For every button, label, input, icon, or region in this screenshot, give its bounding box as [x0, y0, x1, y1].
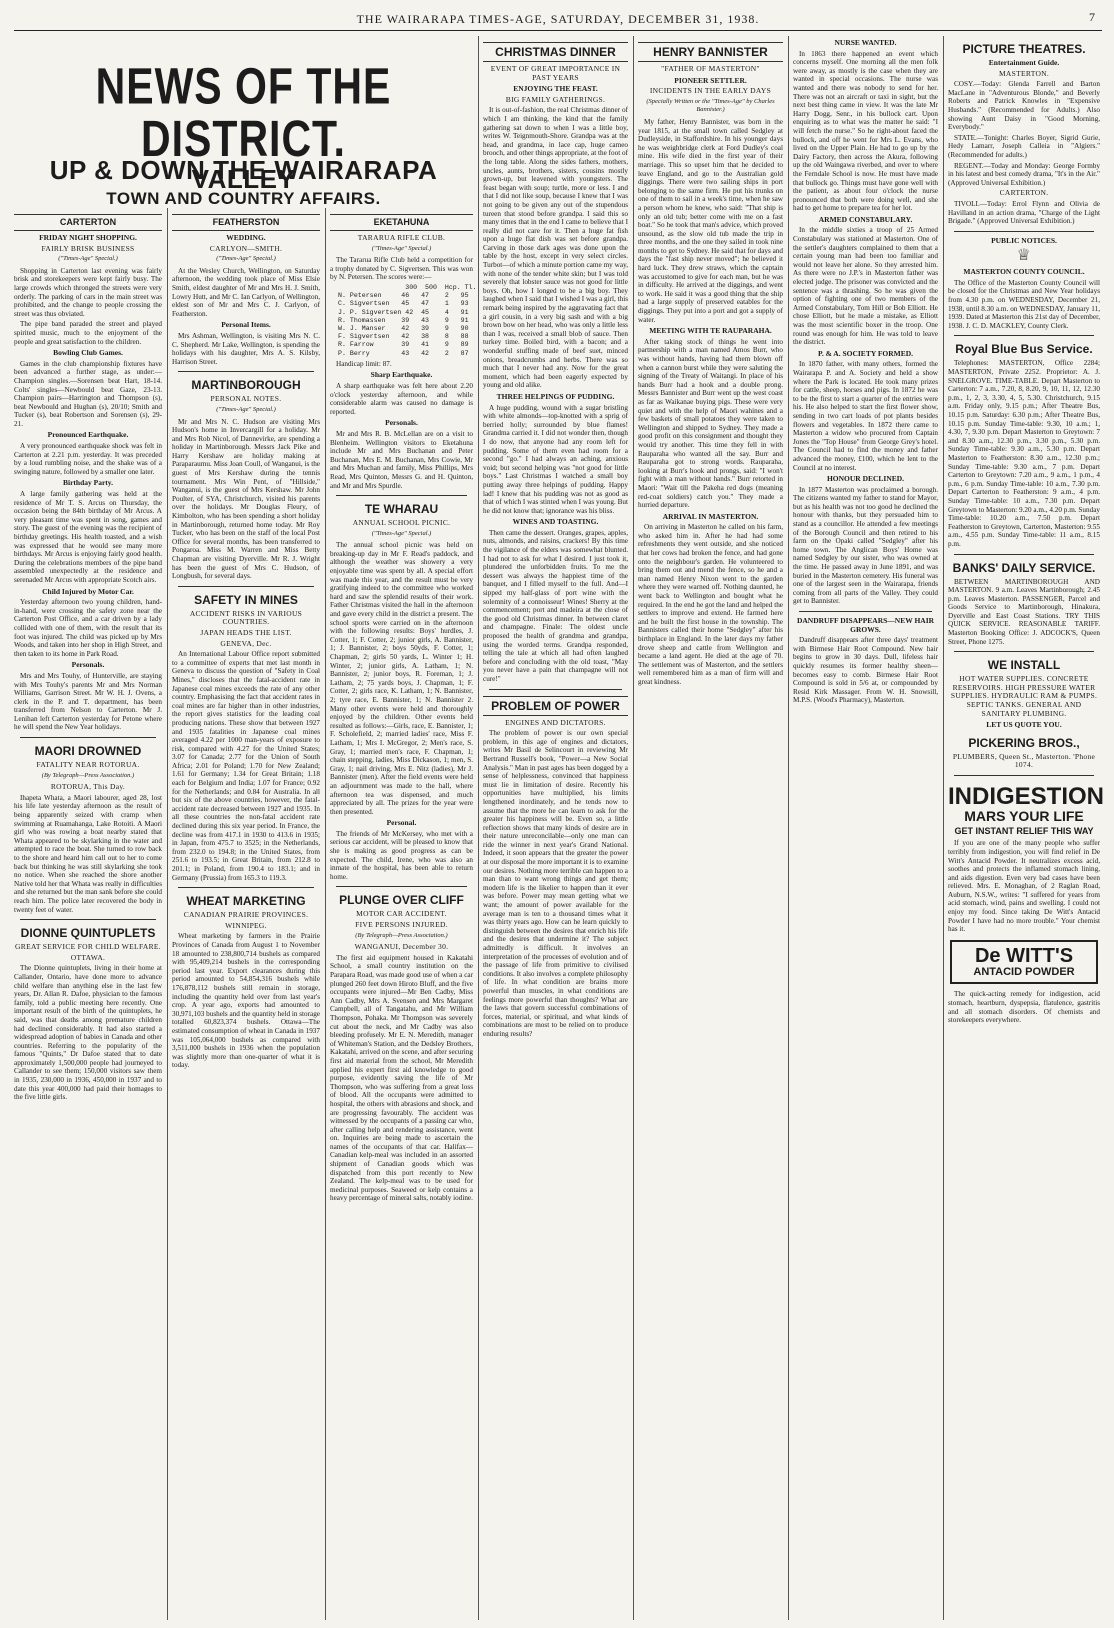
carterton-para-1: Shopping in Carterton last evening was fairly brisk and storekeepers were kept fairly busy. The large crowds which thronged the streets were very orderly. The parking of cars in the main street was prohibited, and the change to people crossing the street was thus obviated.: [14, 266, 162, 318]
martinborough-heading: MARTINBOROUGH: [191, 378, 301, 393]
nurse-body: In 1863 there happened an event which concerns myself. One morning all the men folk were away, as mostly is the case when they are wanted in special occasions. The nurse was wanted and there was nobody to send for her. There was not an aircraft or taxi in sight, but the next best thing came in view. It was the late Mr Harry Dogg, Senr., in his bullock cart. Upon enquiring as to what was the matter he said: "I will fetch the nurse." So he right-about faced the bullock, and off he went for Mrs L. Evans, who lived on the Upper Plain. He had to go up by the Dairy Factory, then across the Akura, following up the old Waingawa riverbed, and over to where the Ferndale School is now. He must have made that bullock go. Things must have gone well with the patient, as about four o'clock the nurse pronounced that both were doing well, and she had to get home to prepare tea for her lot.: [793, 49, 938, 213]
problem-power-body: The problem of power is our own special problem, in this age of engines and dictators, writes Mr Basil de Selincourt in reviewing Mr Bertrand Russell's book, "Power—a New Social Analysis." Man in past ages has been dogged by a sense of helplessness, convinced that happiness must lie in limitation of desire. Recently his opportunities have multiplied, his limits lengthened inordinately, and he tends now to assume that the more he can learn to ask for the greater his happiness will be. Even so, a little reflection shows that many kinds of desire are in their nature unreconcilable—only one man can ride the winner in next year's Grand National. Indeed, it soon appears that the greater the power at our disposal the more important it is to examine our desires. Nothing more terrible can happen to a man than to want wrong things and get them; modern life is the likelier to happen than it ever was before. Power may mean getting what we want; the amount of power available for the average man is ten to a thousand times what it was thirty years ago. How can he learn quickly to distinguish between the desires that enrich his life and the desires that undermine it? The subject admittedly is difficult. It involves an interpretation of the processes of evolution and of the passage of life from primitive to civilised conditions. It also involves a complete philosophy of life. In what condition are brains more powerful than muscles, in what conditions are feelings more powerful than thoughts? What are the laws that govern successful combinations of forces, material, or spiritual, and what kinds of combinations are most to be relied on to produce enduring results?: [483, 729, 628, 1038]
maori-drowned-subheading: FATALITY NEAR ROTORUA.: [36, 760, 140, 770]
te-wharau-heading: TE WHARAU: [364, 502, 439, 517]
divider: [20, 919, 156, 920]
column-rule: [943, 36, 944, 1620]
pictures-heading: PICTURE THEATRES.: [962, 42, 1086, 56]
columns: [14, 36, 1105, 1620]
safety-mines-heading: SAFETY IN MINES: [194, 592, 298, 607]
plunge-body: The first aid equipment housed in Kakatahi School, a small country institution on the Parapara Road, was made good use of when a car plunged 260 feet down Hiroto Bluff, and the five occupants were injured—Mr Ben Cadby, Miss Ann Cadby, Mrs A. Svensen and Mrs Margaret Campbell, all of Tangatahu, and Mr William Thompson, Pohaka. Mr Thompson was severely cut about the neck, and Mr Cadby was also bleeding profusely. Mr E. N. Meredith, manager of Whiteman's Station, and the Dedsley Brothers, Kakatahi, arrived on the scene, and after securing first aid material from the school, Mr Meredith applied his expert first aid knowledge to good purpose, evidently saving the life of Mr Thompson, who was suffering from a great loss of blood. All the occupants were admitted to hospital, the others with abrasions and shock, and are progressing favourably. The accident was witnessed by the occupants of a passing car who, after calling help and rendering assistance, went on. Inquiries are being made to ascertain the names of the occupants of that car. Halifax—Canadian kelp-meal was included in an assorted shipment of Canadian goods which was dispatched from this port recently to New Zealand. The kelp-meal was to be used for medicinal purposes. Seaweed or kelp contains a heavy percentage of mineral salts, notably iodine.: [330, 953, 473, 1203]
indigestion-sub: MARS YOUR LIFE: [964, 808, 1084, 825]
featherston-heading: WEDDING.: [226, 233, 266, 242]
earthquake-para: A very pronounced earthquake shock was felt in Carterton at 2.21 p.m. yesterday. It was preceded by a loud rumbling noise, and the shake was of a swinging nature, followed by a smaller one later.: [14, 442, 162, 476]
honour-body: In 1877 Masterton was proclaimed a borough. The citizens wanted my father to stand for Mayor, but as his health was not too good he declined the honour with thanks, but they persuaded him to stand as a councillor. He attended a few meetings of the Borough Council and then retired to his farm on the Opaki called "Sedgley" after his home town. The Anglican Boys' Home was named Sedgley by our sister, who was owned at the time. He passed away in June 1891, and was buried in the Masterton cemetery. His funeral was one of the largest seen in the Wairarapa, friends coming from all parts of the Valley. They could get to Bannister.: [793, 485, 938, 606]
featherston-credit: ("Times-Age" Special.): [216, 255, 276, 263]
pa-society-body: In 1870 father, with many others, formed the Wairarapa P. and A. Society and held a show where the Park is located. He took many prizes for cattle, sheep, horses and pigs. In 1872 he was to be the first to start a quarter of the entries were his. He also helped to start the first flower show, sending in two cart loads of pot plants besides flowers and vegetables. In 1872 there came to Masterton a widow who procured from Captain Jones the "Top House" from George Grey's hotel. The Council had to find the money and father advanced the money, £100, which he lent to the Council at no interest.: [793, 360, 938, 472]
wines-title: WINES AND TOASTING.: [512, 517, 599, 527]
rifle-score-row: C. Sigvertsen 45 47 1 93: [338, 300, 469, 308]
plunge-credit: (By Telegraph—Press Association.): [355, 931, 448, 939]
bus-timetable: Telephones: MASTERTON, Office 2284; MASTERTON, Private 2252. Proprietor: A. J. SNELGROVE. TIME-TABLE. Depart Masterton to Carterton: 7 a.m., 7.20, 8, 8.20, 9, 10, 11, 12, 12.30 p.m., 1, 2, 3, 3.30, 4, 5, 5.30. Christchurch, 9.15 a.m. Friday only, 9.15 p.m.; After Theatre Bus, 10.15 p.m. Saturday: 6.30 p.m.; After Theatre Bus, 10.15 p.m. Sunday Time-table: 9.30, 10 a.m.; 1, 4.30, 7, 9.30 p.m. Depart Masterton to Greytown: 7 and 8.30 a.m., 12.30 p.m., 3.30 p.m., 5.30 p.m. Sunday Time-table: 9.30 a.m., 5.30 p.m. Depart Masterton to Featherston: 8.30 a.m., 12.30 p.m.; Sunday Time-table: 9.30 a.m., 7 p.m. Depart Carterton to Greytown: 7.20 a.m., 9 a.m., 1 p.m., 4 p.m., 6 p.m. Sunday Time-table: 10 a.m., 7.30 p.m. Depart Carterton to Featherston: 9 a.m., 4 p.m. Sunday Time-table: 10 a.m., 7.30 p.m. Depart Greytown to Masterton: 9.20 a.m., 4.20 p.m. Sunday Time-table: 10.20 a.m., 7.50 p.m. Depart Featherston to Greytown, Carterton, Masterton: 9.55 a.m., 4.55 p.m. Sunday Time-table: 11 a.m., 8.15 p.m.: [948, 359, 1100, 548]
dionne-dateline: OTTAWA.: [70, 952, 106, 962]
dandruff-body: Dandruff disappears after three days' treatment with Birmese Hair Root Compound. New hair begins to grow in 30 days. Dull, lifeless hair quickly resumes its former healthy sheen—becomes easy to comb. Birmese Hair Root Compound is sold in 5/6 at, or compounded by Resid Kirk Massager. From W. H. Snowsill, M.P.S. (Wood's Pharmacy), Masterton.: [793, 636, 938, 705]
dewitt-ad-box: [950, 940, 1098, 985]
indigestion-heading: INDIGESTION: [948, 783, 1105, 810]
featherston-place: FEATHERSTON: [172, 214, 320, 231]
eketahuna-quake-body: A sharp earthquake was felt here about 2.20 o'clock yesterday afternoon, and while considerable alarm was caused no damage is reported.: [330, 381, 473, 416]
wheat-subheading: CANADIAN PRAIRIE PROVINCES.: [183, 910, 309, 920]
divider: [178, 371, 314, 372]
column-rule: [788, 36, 789, 1620]
wheat-heading: WHEAT MARKETING: [186, 894, 306, 909]
install-heading: WE INSTALL: [987, 658, 1061, 673]
guide-town-masterton: MASTERTON.: [998, 68, 1050, 78]
carterton-personals-title: Personals.: [71, 660, 105, 670]
district-section-title: TOWN AND COUNTRY AFFAIRS.: [106, 189, 381, 209]
carterton-credit: ("Times-Age" Special.): [58, 255, 118, 263]
column-4: [483, 36, 628, 1620]
install-body: HOT WATER SUPPLIES. CONCRETE RESERVOIRS. HIGH PRESSURE WATER SUPPLIES. HYDRAULIC RAM & PUMPS. SEPTIC TANKS. GENERAL AND SANITARY PLUMBING.: [950, 674, 1098, 718]
christmas-heading: CHRISTMAS DINNER: [483, 42, 628, 62]
te-wharau-credit: ("Times-Age" Special.): [371, 529, 432, 537]
carterton-heading: FRIDAY NIGHT SHOPPING.: [39, 233, 137, 242]
plunge-subheading: MOTOR CAR ACCIDENT.: [356, 909, 447, 919]
indigestion-sub2: GET INSTANT RELIEF THIS WAY: [954, 825, 1094, 836]
three-helpings-title: THREE HELPINGS OF PUDDING.: [496, 391, 615, 401]
rifle-scores-header: 300 500 Hcp. Tl.: [338, 283, 477, 291]
featherston-personal-body: Mrs Ashman, Wellington, is visiting Mrs N. C. C. Shepherd. Mr Lake, Wellington, is spending the holidays with his daughter, Mrs A. S. Kilsby, Harrison Street.: [172, 331, 320, 366]
divider: [489, 689, 622, 690]
plunge-sub2: FIVE PERSONS INJURED.: [355, 920, 448, 930]
christmas-body: It is out-of-fashion, the real Christmas dinner of which I am thinking, the kind that the family gathering sat down to when I was a little boy, writes W. Teignmouth-Shore. Grandpa was at the head, and grandma, in lace cap, huge cameo brooch, and other things appropriate, at the foot of the long table. Along the sides fathers, mothers, uncles, aunts, brothers, sisters, cousins mostly grown-up, but leavened with youngsters. The feast began with soup; turtle, more or less. I and that I did not like soup, because I knew that I was not going to be given any out of the stupendous tureen that stood before grandpa. I said this so many times that in the end I came to believe that I really did not care for it. Then a huge fat fish upon a huge flat dish was set before grandpa. Carving in those dark ages was done upon the table by the host, except in very select circles. Turbot—of which a minute portion came my way, with none of the tender white skin; but I was told severely that lobster sauce was not good for little boys. Oh, how I longed to be a big boy. They laughed when I said that I wished I was a girl, this remark being inspired by the aggravating fact that a girl cousin, in a very big sash and with a big brown bow on her head, who was only a little less than I was, received a small blob of sauce. Then turkey time. Boiled bird, with a bacon; and a wonderful stuffing made of beef suet, minced onions, breadcrumbs and herbs. There was so much that I never had any. Now for the great moment, which had been eagerly expected by young and old alike.: [483, 106, 628, 390]
column-rule: [478, 36, 479, 1620]
dionne-body: The Dionne quintuplets, living in their home at Callander, Ontario, have done more to advance child welfare than anything else in the last few years, Dr. Allan R. Dafoe, physician to the famous family, told a public meeting here recently. One important result of the birth of the quintuplets, he said, was that deaths among premature children had declined considerably. It had also started a widespread adoption of babies in Canada and other countries. Referring to the popularity of the famous "Quints," Dr Dafoe stated that to date approximately 1,500,000 people had journeyed to Callander to see them; 150,000 visitors saw them in 1935, 230,000 in 1936, 450,000 in 1937 and to date this year 400,000 had paid their homages to the five little girls.: [14, 964, 162, 1102]
meeting-title: MEETING WITH TE RAUPARAHA.: [649, 326, 772, 336]
council-crest-icon: ♕: [1016, 247, 1032, 265]
banks-body: BETWEEN MARTINBOROUGH AND MASTERTON. 9 a.m. Leaves Martinborough; 2.45 p.m. Leaves Masterton. PASSENGER, Parcel and Goods Service to Martinborough, Hinakura, Dyerville and East Coast Stations. TRY THIS QUICK SERVICE. REASONABLE TARIFF. Masterton Booking Office: J. ADCOCK'S, Queen Street, Phone 1275.: [948, 577, 1100, 646]
maori-drowned-heading: MAORI DROWNED: [34, 744, 142, 759]
te-wharau-personal-body: The friends of Mr McKersey, who met with a serious car accident, will be pleased to know that she is making as good progress as can be expected. The child, Irene, who was also an inmate of the hospital, has been able to return home.: [330, 829, 473, 881]
rifle-score-row: R. Thomassen 39 43 9 91: [338, 316, 469, 324]
column-6: [793, 36, 938, 1620]
earthquake-title: Pronounced Earthquake.: [47, 430, 129, 440]
quote-line: LET US QUOTE YOU.: [986, 720, 1062, 730]
featherston-personal-title: Personal Items.: [221, 320, 271, 330]
arrival-title: ARRIVAL IN MASTERTON.: [662, 511, 759, 521]
martinborough-credit: ("Times-Age" Special.): [216, 405, 276, 413]
handicap-limit: Handicap limit: 87.: [336, 359, 392, 368]
rifle-score-row: N. Petersen 46 47 2 95: [338, 292, 469, 300]
carterton-place: CARTERTON: [14, 214, 162, 231]
safety-mines-sub2: JAPAN HEADS THE LIST.: [200, 627, 292, 637]
eketahuna-heading: TARARUA RIFLE CLUB.: [357, 233, 446, 242]
rifle-score-row: P. Berry 43 42 2 87: [338, 349, 469, 357]
plunge-dateline: WANGANUI, December 30.: [354, 942, 449, 952]
pa-society-heading: P. & A. SOCIETY FORMED.: [817, 348, 914, 358]
bannister-subheading: "FATHER OF MASTERTON": [661, 64, 760, 73]
problem-power-heading: PROBLEM OF POWER: [483, 696, 628, 716]
column-rule: [167, 208, 168, 1620]
te-wharau-subheading: ANNUAL SCHOOL PICNIC.: [352, 518, 451, 528]
banks-heading: BANKS' DAILY SERVICE.: [952, 560, 1096, 575]
rifle-score-row: F. Sigvertsen 42 38 8 88: [338, 333, 469, 341]
dewitt-brand: De WITT'S: [974, 944, 1074, 967]
divider: [178, 887, 314, 888]
wheat-dateline: WINNIPEG.: [225, 920, 267, 930]
eketahuna-credit: ("Times-Age" Special.): [371, 244, 432, 252]
regent-listing: REGENT.—Today and Monday: George Formby in his latest and best comedy drama, "It's in the Air." (Approved Universal Exhibition.): [948, 161, 1100, 187]
birthday-title: Birthday Party.: [63, 478, 113, 488]
safety-mines-dateline: GENEVA, Dec.: [220, 638, 272, 648]
te-wharau-personal-title: Personal.: [386, 818, 417, 828]
bus-heading: Royal Blue Bus Service.: [955, 342, 1093, 357]
page-number: 7: [1089, 10, 1096, 24]
plunge-heading: PLUNGE OVER CLIFF: [339, 893, 464, 908]
divider: [799, 611, 932, 612]
guide-town-carterton: CARTERTON.: [999, 188, 1049, 198]
honour-heading: HONOUR DECLINED.: [826, 474, 905, 484]
notices-heading: PUBLIC NOTICES.: [991, 235, 1057, 245]
column-2: [172, 208, 320, 1620]
district-sub-banner: UP & DOWN THE WAIRARAPA VALLEY: [49, 155, 438, 194]
cosy-listing: COSY.—Today: Glenda Farrell and Barton MacLane in "Adventurous Blonde," and Beverly Roberts and Patrick Knowles in "Expensive Husbands." (Recommended for Adults.) Also showing Aunt Daisy in "Good Morning, Everybody.": [948, 80, 1100, 132]
safety-mines-subheading: ACCIDENT RISKS IN VARIOUS COUNTRIES.: [189, 608, 303, 627]
te-wharau-body: The annual school picnic was held on breaking-up day in Mr F. Read's paddock, and although the weather was showery a very enjoyable time was spent by all. A special effort was made this year, and the result must be very gratifying indeed to the committee who worked hard and saw the splendid results of their work. Father Christmas visited the hall in the afternoon and gave every child in the district a present. The school sports were carried on in the afternoon with the following results: Boys' hurdles, J. Cotter, 1; F. Cotter, 2; junior girls, A. Bannister, 1; J. Bannister, 2; boys 50yds, F. Cotter, 1; Chapman, 2; girls 50 yards, L. Winter 1; H. Winter, 2; junior girls, A. Latham, 1; N. Bannister, 2; junior boys, R. Foreman, 1; J. Latham, 2; 75 yards boys, J. Chapman, 1; F. Cotter, 2; girls race, K. Latham, 1; N. Bannister, 2; tyre race, E. Bannister, 1; N. Bannister 2. Many other events were held and thoroughly enjoyed by the children. Other events held resulted as follows:—Girls, race, E. Bannister, 1; F. Scholefield, 2; married ladies' race, Miss F. Latham, 1; Mrs I. McGregor, 2; Men's race, S. Gray, 1; married men's race, F. Chapman, 1; chain stepping, ladies, Miss Dickason, 1; men, S. Gray, 1; nail driving, Mrs E. Nitz (ladies), Mr J. Bannister (men). After the field events were held an adjournment was made to the hall, where afternoon tea was dispensed, and much appreciated by all. The prizes for the year were then presented.: [330, 541, 473, 816]
bowling-para: Games in the club championship fixtures have been advanced a further stage, as under:— Champion singles.—Sorensen beat Hart, 18-14. Colts' singles—Newbould beat Gaze, 23-13. Champion pairs—Harrington and Thompson (s), beat Newbould and Hughan (s), 20/10; Smith and Tucker (s), beat Robertson and Sorensen (s), 29-21.: [14, 359, 162, 428]
child-injured-title: Child Injured by Motor Car.: [42, 586, 134, 596]
divider: [954, 554, 1094, 555]
arrival-body: On arriving in Masterton he called on his farm, who asked him in. After he had had some refreshments they went outside, and she noticed that her cows had broken the fence, and had gone onto the neighbour's garden. He volunteered to bring them out and mend the fence, so he and a man named Henry Nixon went to the garden where they were warned off. Nothing daunted, he went back to Wellington and bought what he required. In the end he got the land and helped the settlers to improve and extend. He farmed here and he built the first house in the township. The Bannisters called their home "Sedgley" after his birthplace in England. In the later days my father drove sheep and cattle from Wellington and became a land agent. He died at the age of 70. The settlement was of Masterton, and the settlers well remembered him as a man of firm will and great kindness.: [638, 523, 783, 686]
martinborough-subheading: PERSONAL NOTES.: [210, 394, 282, 404]
divider: [954, 651, 1094, 652]
rifle-score-row: J. P. Sigvertsen 42 45 4 91: [338, 308, 469, 316]
safety-mines-body: An International Labour Office report submitted to a committee of experts that met last month in Geneva to discuss the question of "Safety in Coal Mines," discloses that the fatal-accident rate in Japanese coal mines exceeds the rate of any other country. Emphasising the fact that accident rates in coal mines are far higher than in other industries, the report gives statistics for the leading coal producing nations. These show that between 1927 and 1935 fatalities in Japanese coal mines averaged 4.22 per 1000 man-years of exposure to risk, compared with 4.27 for the United States; 3.07 for Canada; 2.77 for the Union of South Africa; 2.01 for Poland; 1.70 for New Zealand; 1.61 for Germany; 1.34 for Great Britain; 1.18 each for Belgium and India; 1.07 for France; 0.92 for the Netherlands; and 0.84 for Australia. In all but six of the above countries, however, the fatal-accident rate decreased between 1927 and 1935. In all these countries the non-fatal accident rate declined during this six year period. In France, the decline was from 417.1 in 1930 to 413.6 in 1935; in Japan, from 475.7 to 3525; in the Netherlands, from 232.0 to 194.8; in the United States, from 251.6 to 193.5; in Great Britain, from 212.8 to 201.1; in Poland, from 190.4 to 183.1; and in Germany (Prussia) from 165.3 to 119.3.: [172, 650, 320, 882]
meeting-body: After taking stock of things he went into partnership with a man named Amos Burr, who was without hands, having had them blown off when a cannon burst while they were saluting the signing of the Treaty of Waitangi. In place of his hands Burr had a hook and a double prong. Messrs Bannister and Burr went up the west coast as far as Waikanae buying pigs. These were very quiet and with the help of Maori wahines and a few baskets of small potatoes they were taken to Wellington and shipped to Sydney. They made a good profit on this consignment and thought they would try another. This time they fell in with Rauparaha who wanted all the say. Burr and Rauparaha got to strong words. Rauparaha, looking at Burr's hook and prongs, said: "I won't fight with a man without hands." Burr retorted in Maori: "Wait till the Pakeha red dogs (meaning red-coat soldiers) catch you." They made a hurried departure.: [638, 337, 783, 510]
masthead: [14, 8, 1102, 31]
bannister-sub2: PIONEER SETTLER.: [674, 75, 747, 85]
carterton-para-2: The pipe band paraded the street and played spirited music, much to the enjoyment of the people and great satisfaction to the children.: [14, 320, 162, 346]
pickering-body: PLUMBERS, Queen St., Masterton. 'Phone 1074.: [952, 751, 1096, 770]
eketahuna-quake-title: Sharp Earthquake.: [370, 370, 433, 380]
maori-drowned-credit: (By Telegraph—Press Association.): [41, 771, 135, 779]
divider: [178, 586, 314, 587]
three-helpings-body: A huge pudding, wound with a sugar bristling with white almonds—top-knotted with a sprig of berried holly; surrounded by blue flames! Grandma carried it. I did not wonder then, though I do now, that anyone had any room left for pudding. Some of them even had room for a second "go." I had always an aching, anxious void; but second helping was "not good for little boys." Last Christmas I watched a small boy putting away three helpings of pudding. Happy lad! I knew that his pudding was not as good as that of which I was stinted when I was young. But he did not know that; ignorance was his bliss.: [483, 403, 628, 515]
district-banner-block: [14, 36, 473, 209]
divider: [954, 231, 1094, 232]
tivoli-listing: TIVOLI.—Today: Errol Flynn and Olivia de Havilland in an action drama, "Charge of the Light Brigade." (Approved Universal Exhibition.): [948, 199, 1100, 226]
column-3: [330, 208, 477, 1620]
armed-body: In the middle sixties a troop of 25 Armed Constabulary was stationed at Masterton. One of the settler's daughters complained to them that a certain young man had been too familiar and would not leave her alone. So they arrested him. As there were no J.P.'s in Masterton father was elected judge. The prisoner was convicted and the sentence was a thrashing. So he was given the option of fighting one of two members of the Armed Constabulary, Tom Hill or Bob Elliott. He chose Elliott, but he made a mistake, as Elliott was the most scientific boxer in the troop. One round was enough for him. He was told to leave the district.: [793, 226, 938, 347]
council-body: The Office of the Masterton County Council will be closed for the Christmas and New Year holidays from 4.30 p.m. on WEDNESDAY, December 21, 1938, until 8.30 a.m. on WEDNESDAY, January 11, 1939. Dated at Masterton this 21st day of December, 1938. J. C. D. MACKLEY, County Clerk.: [948, 278, 1100, 330]
problem-power-subheading: ENGINES AND DICTATORS.: [505, 717, 606, 727]
eketahuna-personals-title: Personals.: [385, 418, 418, 428]
divider: [336, 495, 467, 496]
council-heading: MASTERTON COUNTY COUNCIL.: [963, 267, 1085, 277]
divider: [954, 335, 1094, 336]
column-7-ads: [948, 36, 1105, 1620]
carterton-personals-para: Mrs and Mrs Touhy, of Hunterville, are staying with Mrs Touhy's parents Mr and Mrs Norman Williams, Garrison Street. Mr W. H. J. Ovens, a clerk in the P. and T. department, has been transferred from Nelson to Carterton. Mr J. Lenihan left Carterton yesterday for Petone where he will spend the New Year holidays.: [14, 671, 162, 732]
pickering-heading: PICKERING BROS.,: [968, 735, 1080, 750]
state-listing: STATE.—Tonight: Charles Boyer, Sigrid Gurie, Hedy Lamarr, Joseph Calleia in "Algiers." (Recommended for adults.): [948, 133, 1100, 159]
dionne-subheading: GREAT SERVICE FOR CHILD WELFARE.: [15, 942, 161, 952]
eketahuna-personals-body: Mr and Mrs R. B. McLellan are on a visit to Blenheim. Wellington visitors to Eketahuna include Mr and Mrs Buchanan and Peter Buchanan, Mrs E. M. Buchanan, Mrs Cowie, Mr and Mrs Muchan and family, Miss Phillips, Mrs Read, Mrs Quinton, Messrs G. and H. Quinton, and Mr and Mrs Spurdle.: [330, 429, 473, 490]
featherston-body: At the Wesley Church, Wellington, on Saturday afternoon, the wedding took place of Miss Elsie Smith, eldest daughter of Mr and Mrs H. J. Smith, Lowry Hutt, and Mr C. Ian Carlyon, of Wellington, eldest son of Mr and Mrs C. J. Carlyon, of Featherston.: [172, 266, 320, 318]
dionne-heading: DIONNE QUINTUPLETS: [20, 926, 156, 941]
bannister-sub3: INCIDENTS IN THE EARLY DAYS: [649, 86, 772, 96]
divider: [20, 737, 156, 738]
featherston-subheading: CARLYON—SMITH.: [209, 243, 283, 253]
nurse-heading: NURSE WANTED.: [834, 38, 897, 47]
armed-heading: ARMED CONSTABULARY.: [818, 214, 913, 224]
wheat-body: Wheat marketing by farmers in the Prairie Provinces of Canada from August 1 to November 18 amounted to 238,800,714 bushels as compared with 95,409,214 bushels in the corresponding period last year. Export clearances during this period amounted to 54,854,316 bushels while 176,878,112 bushels still remain in storage, including the quantity held over from last year's crop. A year ago, exports had amounted to 30,971,103 bushels and the quantity held in storage totalled 60,823,374 bushels. Ottawa—The estimated consumption of wheat in Canada in 1937 was 105,064,000 bushels as compared with 3,511,000 bushels in 1936 when the population was slightly more than one-quarter of what it is today.: [172, 932, 320, 1070]
bannister-body: My father, Henry Bannister, was born in the year 1815, at the small town called Sedgley at Dudleyside, in Staffordshire. In his younger days he was weighbridge clerk at Ford Dudley's coal mine. His wife died in the first year of their marriage. This so upset him that he decided to leave England, and go to the Australian gold diggings. There were two sailing ships in port belonging to the same firm. He put his trunks on one of them to sail in a week's time, when he saw a person whom he knew, who said: "That ship is only an old tub; better come with me on a fast boat." So he took that man's advice, which proved unsound, as the slow old tub made the trip in three months, and the one they sailed in took nine months to get to Sydney. He said that for days and days the "fast ship never moved"; he believed it hard luck. They drew straws, which the captain was accustomed to give for each man, but he was in difficulty. He arrived at the diggings, and went to work. He said it was a good thing that the ship had a large supply of preserved eatables for the diggings. They put into a port and got a supply of water.: [638, 117, 783, 324]
column-rule: [325, 208, 326, 1620]
rifle-scores-table: [338, 283, 477, 358]
eketahuna-body: The Tararua Rifle Club held a competition for a trophy donated by C. Sigvertsen. This was won by N. Petersen. The scores were:—: [330, 256, 473, 282]
divider: [336, 886, 467, 887]
rifle-score-row: R. Farrow 39 41 9 89: [338, 341, 469, 349]
wines-body: Then came the dessert. Oranges, grapes, apples, nuts, almonds, and raisins, crackers! By this time the vigilance of the elders was somewhat blunted. I had not to ask for what I desired. I just took it, plundered the unforbidden fruits. To me the dessert was always the happiest time of the banquet, and I filled myself to the full. And—I sipped my half-glass of port wine with the solemnity of a connoisseur! Wines! Sherry at the commencement; port and madeira at the close of the good old Christmas dinner. In between claret and champagne. Finale: The oldest uncle proposed the health of grandma and grandpa, using the worded terms. Grandpa responded, telling the tale at which all had often laughed before and concluding with the old toast, "May you never have a pain that champagne will not cure!": [483, 528, 628, 683]
dewitt-product: ANTACID POWDER: [973, 965, 1075, 978]
birthday-para: A large family gathering was held at the residence of Mr T. S. Arcus on Thursday, the occasion being the 84th birthday of Mr Arcus. A very pleasant time was spent in song, games and story. The guest of the evening was the recipient of birthday greetings. His health toasted, and a wish was expressed that he would see many more birthdays. Mr Arcus is enjoying fairly good health. During the celebrations members of the pipe band assembled unexpectedly at the residence and serenaded Mr Arcus with appropriate Scotch airs.: [14, 490, 162, 584]
maori-drowned-dateline: ROTORUA, This Day.: [50, 782, 126, 792]
bowling-title: Bowling Club Games.: [53, 348, 123, 358]
district-banner: NEWS OF THE DISTRICT.: [95, 57, 392, 167]
dandruff-heading: DANDRUFF DISAPPEARS—NEW HAIR GROWS.: [796, 616, 935, 634]
masthead-title: THE WAIRARAPA TIMES-AGE, SATURDAY, DECEMBER 31, 1938.: [356, 11, 760, 26]
martinborough-body: Mr and Mrs N. C. Hudson are visiting Mrs Hudson's home in Invercargill for a holiday. Mr and Mrs Rob Nicol, of Dannevirke, are spending a holiday in Martinborough. Messrs Jack Pike and Harry Kershaw are holiday making at Paraparaumu. Miss Joan Coull, of Wanganui, is the guest of Mrs Kershaw during the tennis tournament. Mrs Win Pent, of "Hillside," Wanganui, is the guest of Mrs Kershaw. Mr John Poulter, of SYA, Christchurch, visited his parents over the holidays. Mr Douglas Fleury, of Kimbolton, who has been spending a short holiday in Martinborough, returned home today. Mr Roy Tucker, who has been on the staff of the local Post Office for several months, has been transferred to Pongaroa. Miss M. Warren and Miss Betty Chapman are visiting Dyerville. Mr R. J. Wright has been the guest of Mrs C. Hudson, of Longbush, for several days.: [172, 417, 320, 581]
dewitt-body: The quick-acting remedy for indigestion, acid stomach, heartburn, dyspepsia, flatulence, gastritis and all stomach disorders. Of chemists and storekeepers everywhere.: [948, 990, 1100, 1025]
christmas-sub3: BIG FAMILY GATHERINGS.: [505, 94, 606, 104]
christmas-subheading: EVENT OF GREAT IMPORTANCE IN PAST YEARS: [490, 64, 621, 82]
column-rule: [633, 36, 634, 1620]
maori-drowned-body: Ihapeta Whata, a Maori labourer, aged 28, lost his life late yesterday afternoon as the result of being apparently seized with cramp when swimming at Ruamahanga, Lake Rotoiti. A Maori girl who was rowing a boat nearby stated that Whata appeared to be skylarking in the water and attempted to race the boat. She turned to row back to the shore and heard him call out to her to come back but thinking he was still skylarking she took no notice. When she reached the shore another Native told her that Whata was really in difficulties and she returned but the man sank before she could reach him. The police later recovered the body in twenty feet of water.: [14, 793, 162, 914]
rifle-score-row: W. J. Manser 42 39 9 90: [338, 324, 469, 332]
newspaper-page: [14, 8, 1105, 1620]
carterton-subheading: FAIRLY BRISK BUSINESS: [41, 243, 135, 253]
column-5: [638, 36, 783, 1620]
bannister-credit: (Specially Written or the "Times-Age" by Charles Bannister.): [646, 97, 775, 114]
divider: [954, 775, 1094, 776]
guide-heading: Entertainment Guide.: [988, 58, 1060, 67]
bannister-heading: HENRY BANNISTER: [638, 42, 783, 62]
column-1: [14, 208, 162, 1620]
eketahuna-place: EKETAHUNA: [330, 214, 473, 231]
child-injured-para: Yesterday afternoon two young children, hand-in-hand, were crossing the safety zone near the Carterton Post Office, and a car driven by a lady collided with one of them, with the result that its foot was injured. The child was picked up by Mrs Woods, and taken into her shop in High Street, and then taken to its home in Park Road.: [14, 598, 162, 658]
christmas-sub2: ENJOYING THE FEAST.: [513, 84, 598, 94]
indigestion-body: If you are one of the many people who suffer terribly from indigestion, you will find relief in De Witt's Antacid Powder. It neutralizes excess acid, soothes and protects the inflamed stomach lining, and aids digestion. Even very bad cases have been relieved. Mrs. E. Monaghan, of 2 Raglan Road, Auburn, N.S.W., writes: "I suffered for years from acid stomach, wind, pains and swelling. I could not enjoy my food. Since taking De Witt's Antacid Powder I have had no more trouble." Your chemist has it.: [948, 839, 1100, 934]
